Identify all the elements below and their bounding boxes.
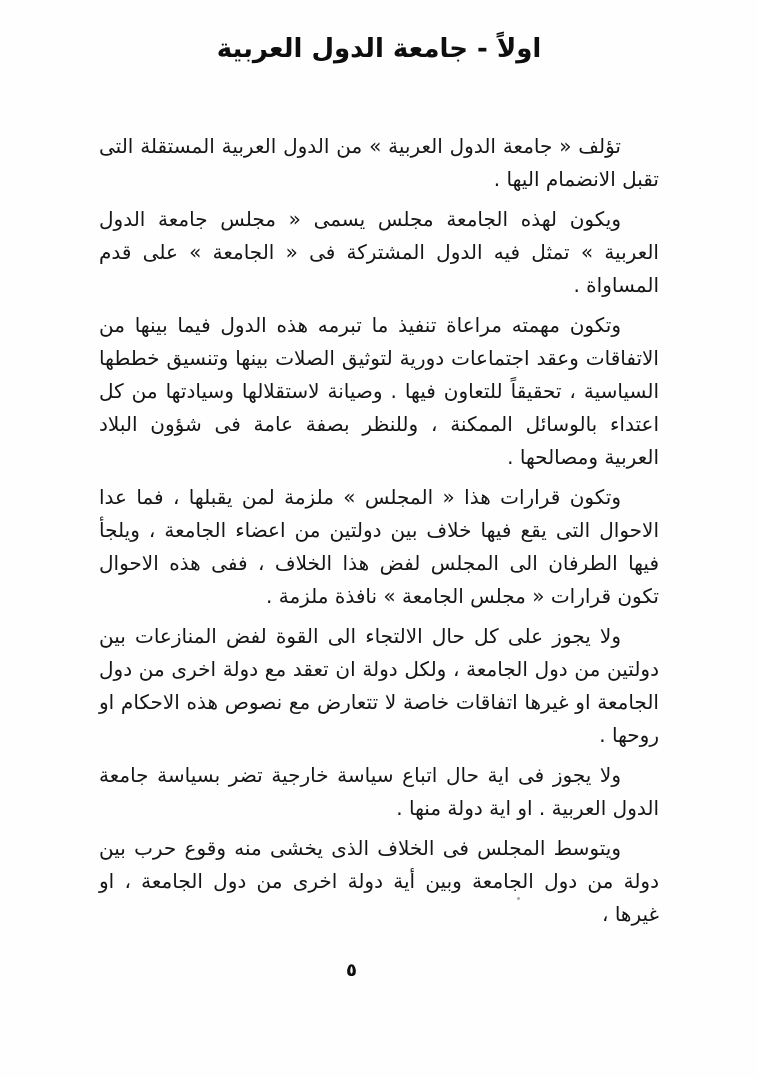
page-number: ٥ [346,960,357,981]
paragraph-league-composition: تؤلف « جامعة الدول العربية » من الدول العربية المستقلة التى تقبل الانضمام اليها . [99,134,659,191]
page-title: اولاً - جامعة الدول العربية [216,34,542,64]
paragraph-council-definition: ويكون لهذه الجامعة مجلس يسمى « مجلس جامعة الدول العربية » تمثل فيه الدول المشتركة فى « الجامعة » على قدم المساواة . [99,207,659,297]
paragraph-council-mediation: ويتوسط المجلس فى الخلاف الذى يخشى منه وقوع حرب بين دولة من دول الجامعة وبين أية دولة اخرى من دول الجامعة ، او غيرها ، [99,836,659,926]
document-body [99,130,659,938]
paragraph-foreign-policy: ولا يجوز فى اية حال اتباع سياسة خارجية تضر بسياسة جامعة الدول العربية . او اية دولة منها . [99,763,659,820]
paragraph-council-decisions: وتكون قرارات هذا « المجلس » ملزمة لمن يقبلها ، فما عدا الاحوال التى يقع فيها خلاف بين دولتين من اعضاء الجامعة ، ويلجأ فيها الطرفان الى المجلس لفض هذا الخلاف ، ففى هذه الاحوال تكون قرارات « مجلس الجامعة » نافذة ملزمة . [99,485,659,608]
paragraph-council-mission: وتكون مهمته مراعاة تنفيذ ما تبرمه هذه الدول فيما بينها من الاتفاقات وعقد اجتماعات دورية لتوثيق الصلات بينها وتنسيق خططها السياسية ، تحقيقاً للتعاون فيها . وصيانة لاستقلالها وسيادتها من كل اعتداء بالوسائل الممكنة ، وللنظر بصفة عامة فى شؤون البلاد العربية ومصالحها . [99,313,659,469]
paragraph-force-prohibition: ولا يجوز على كل حال الالتجاء الى القوة لفض المنازعات بين دولتين من دول الجامعة ، ولكل دولة ان تعقد مع دولة اخرى من دول الجامعة او غيرها اتفاقات خاصة لا تتعارض مع نصوص هذه الاحكام او روحها . [99,624,659,747]
scan-artifact-speck [517,897,520,900]
